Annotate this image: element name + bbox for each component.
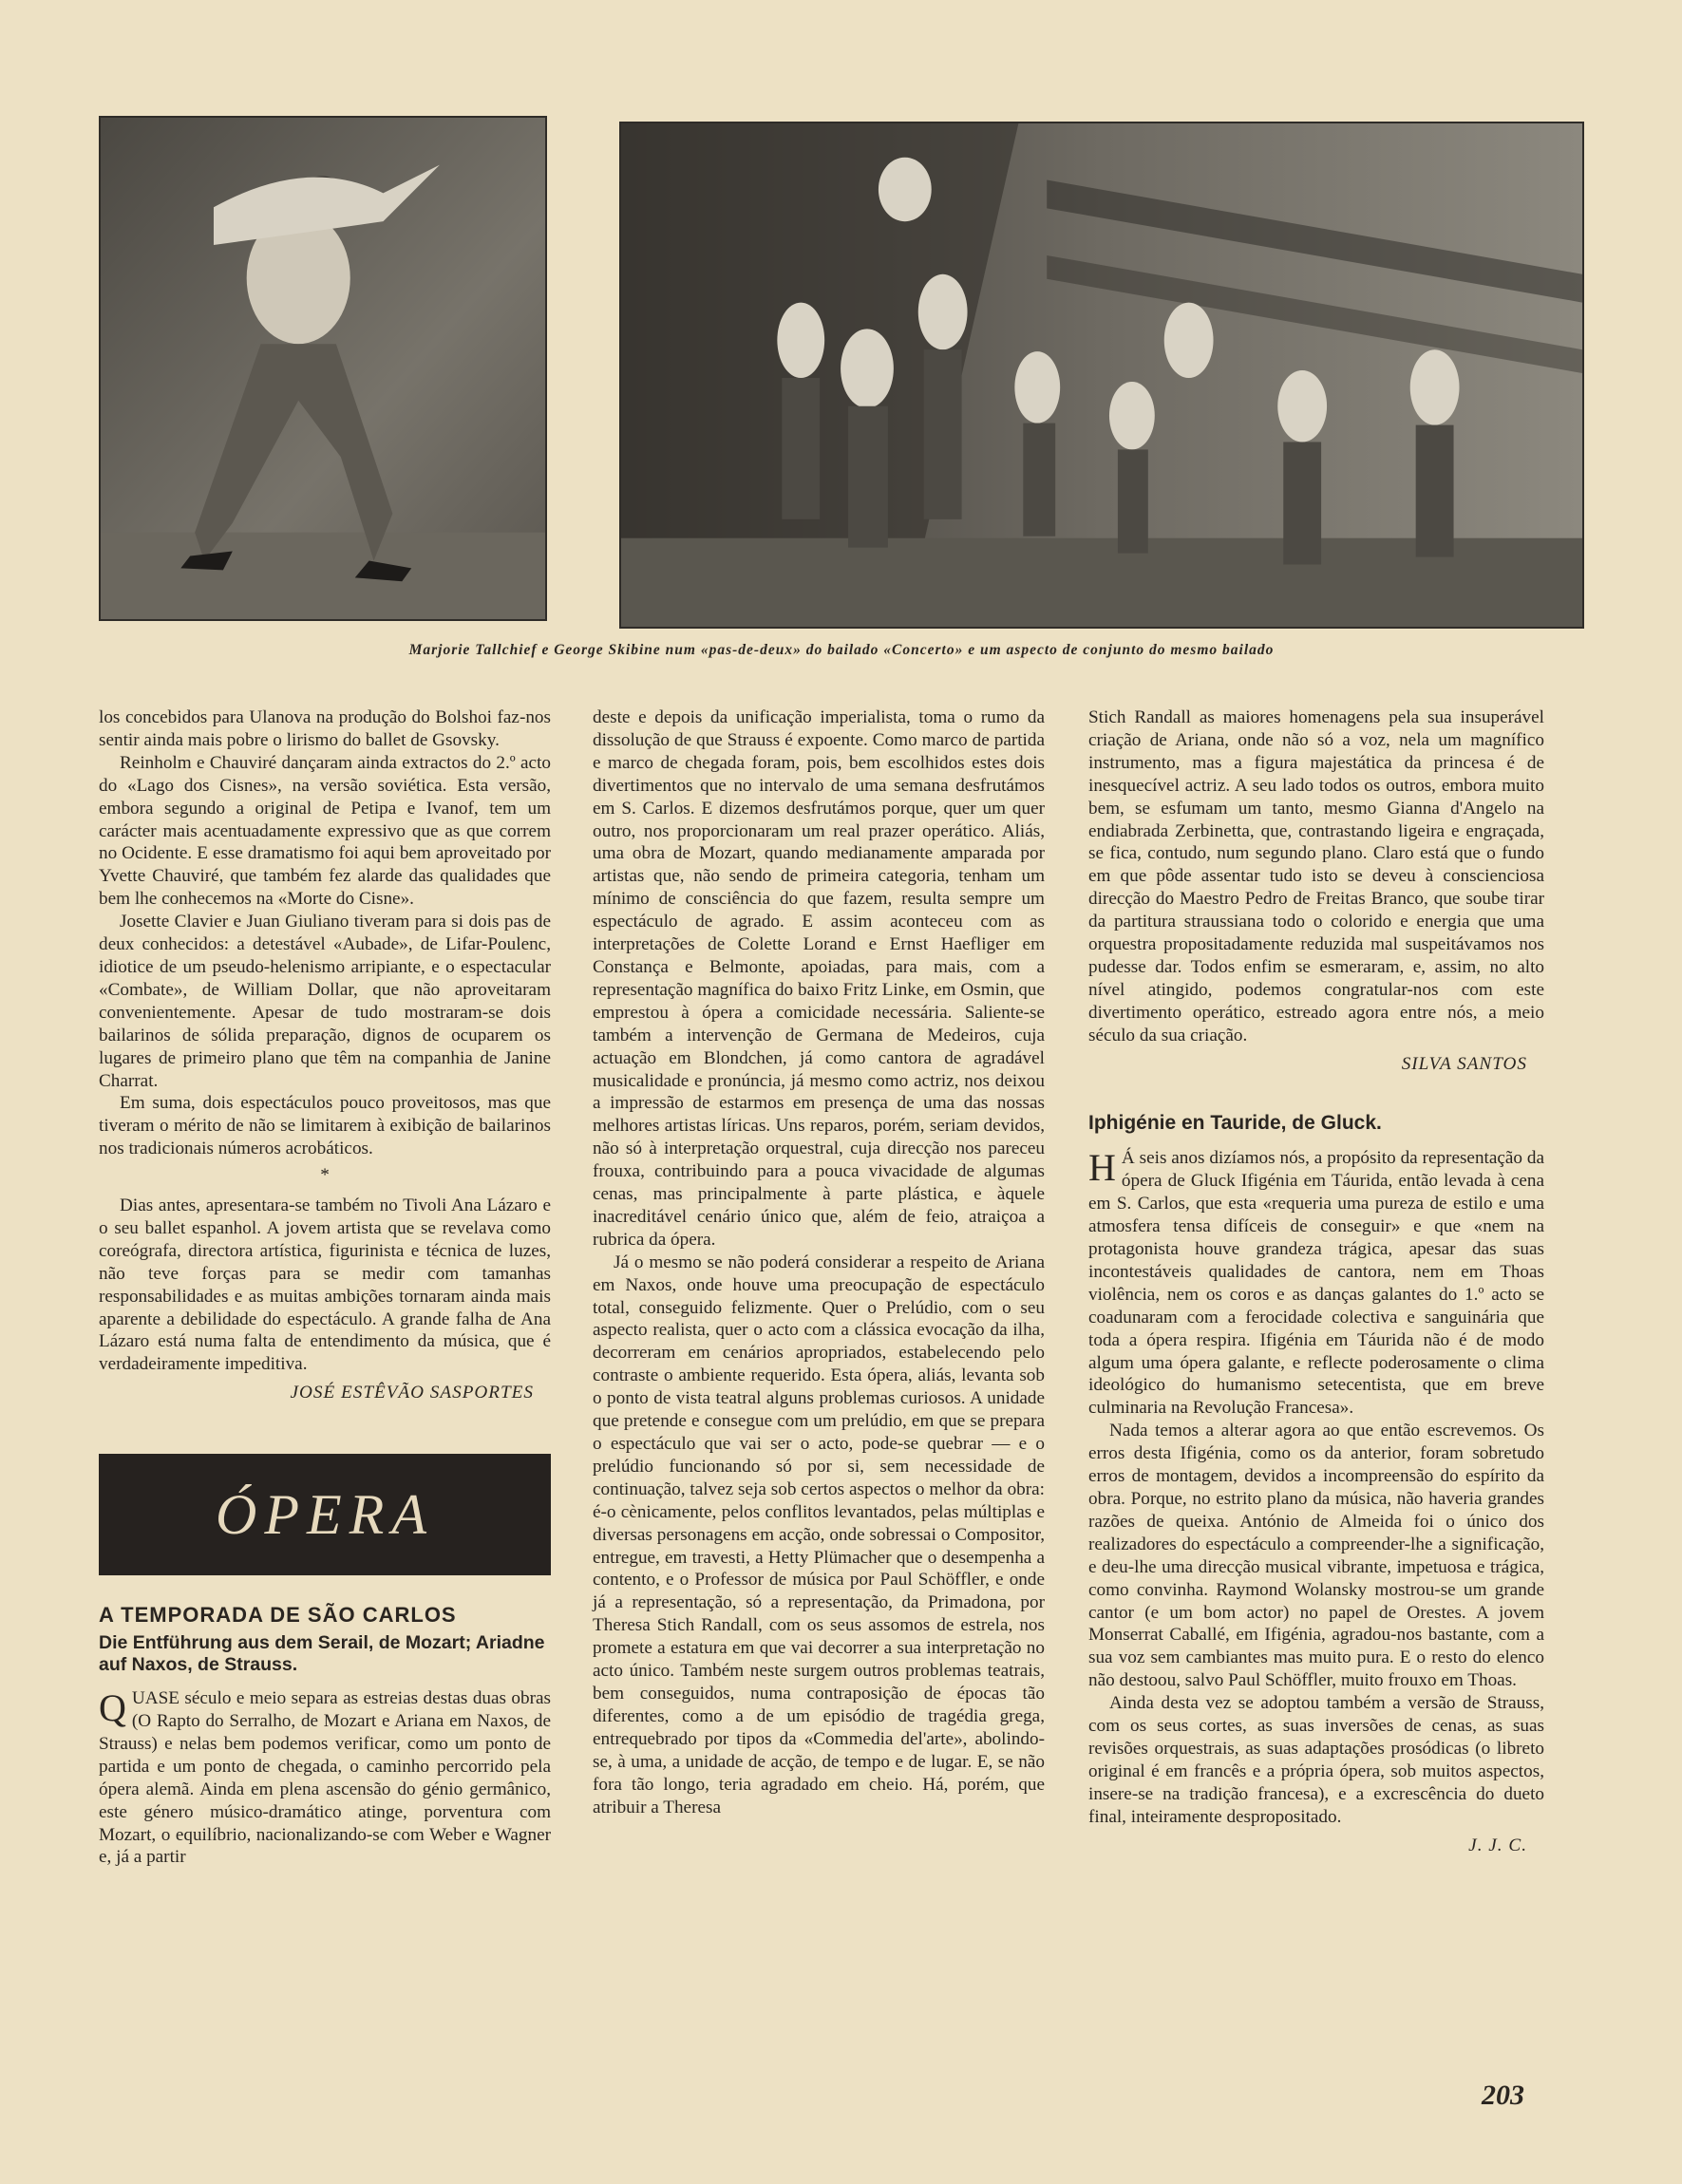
paragraph: Stich Randall as maiores homenagens pela sua insuperável criação de Ariana, onde não só a voz, nela um magnífico instrumento, mas a figura majestática da princesa é de inesquecível actriz. A seu lado todos os outros, embora muito bem, se esfumam um tanto, mesmo Gianna d'Angelo na endiabrada Zerbinetta, que, contrastando ligeira e engraçada, se fica, contudo, num segundo plano. Claro está que o fundo em que pôde assentar tudo isto se deveu à conscienciosa direcção do Maestro Pedro de Freitas Branco, que soube tirar da partitura straussiana todo o colorido e energia que uma orquestra propositadamente reduzida mal suspeitávamos nos pudesse dar. Todos enfim se esmeraram, e, assim, no alto nível atingido, podemos congratular-nos com este divertimento operático, estreado agora entre nós, a meio século da sua criação.: [1088, 707, 1544, 1045]
column-1: [99, 706, 551, 1869]
paragraph: Já o mesmo se não poderá considerar a respeito de Ariana em Naxos, onde houve uma preocupação de espectáculo total, conseguido felizmente. Quer o Prelúdio, com o seu aspecto realista, quer o acto com a clássica evocação da ilha, decorreram em cenários apropriados, estabelecendo pelo contraste o ambiente requerido. Esta ópera, aliás, levanta sob o ponto de vista teatral alguns problemas curiosos. A unidade que pretende e consegue com um prelúdio, em que se prepara o espectáculo que vai ser o acto, pode-se quebrar — e o prelúdio funcionando só por si, sem necessidade de continuação, talvez seja sob certos aspectos o melhor da obra: é-o cènicamente, pelos conflitos levantados, pelas múltiplas e diversas personagens em acção, onde sobressai o Compositor, entregue, em travesti, a Hetty Plümacher que o desempenha a contento, e o Professor de música por Paul Schöffler, e onde já a representação, só a representação, da Primadona, por Theresa Stich Randall, com os seus assomos de estrela, nos promete a estatura em que vai decorrer a sua interpretação no acto único. Também neste surgem outros problemas teatrais, bem conseguidos, numa contraposição de épocas tão diferentes, como a de um episódio de tragédia grega, entrequebrado por tipos da «Commedia del'arte», abolindo-se, à uma, a unidade de acção, de tempo e de lugar. E, se não fora tão longo, teria agradado em cheio. Há, porém, que atribuir a Theresa: [593, 1252, 1045, 1817]
paragraph: Nada temos a alterar agora ao que então escrevemos. Os erros desta Ifigénia, como os da anterior, foram sobretudo erros de montagem, devidos a incompreensão do espírito da obra. Porque, no estrito plano da música, não haveria grandes razões de queixa. António de Almeida foi o único dos realizadores do espectáculo a compreender-lhe a significação, e deu-lhe uma direcção musical vibrante, impetuosa e trágica, como convinha. Raymond Wolansky mostrou-se um grande cantor (e um bom actor) no papel de Orestes. A jovem Monserrat Caballé, em Ifigénia, agradou-nos bastante, com a sua voz sem cambiantes mas muito pura. E o resto do elenco não destoou, salvo Paul Schöffler, muito frouxo em Thoas.: [1088, 1421, 1544, 1691]
paragraph: Josette Clavier e Juan Giuliano tiveram para si dois pas de deux conhecidos: a detestável «Aubade», de Lifar-Poulenc, idiotice de um pseudo-helenismo arripiante, e o espectacular «Combate», de William Dollar, que não aproveitaram convenientemente. Apesar de tudo mostraram-se dois bailarinos de sólida preparação, dignos de ocuparem os lugares de primeiro plano que têm na companhia de Janine Charrat.: [99, 912, 551, 1091]
paragraph: deste e depois da unificação imperialista, toma o rumo da dissolução de que Strauss é expoente. Como marco de partida e marco de chegada foram, pois, bem escolhidos estes dois divertimentos que no intervalo de uma semana desfrutámos em S. Carlos. E dizemos desfrutámos porque, quer um quer outro, nos proporcionaram um real prazer operático. Aliás, uma obra de Mozart, quando medianamente amparada por artistas que, não sendo de primeira categoria, tenham um mínimo de consciência do que fazem, resulta sempre um espectáculo de agrado. E assim aconteceu com as interpretações de Colette Lorand e Ernst Haefliger em Constança e Belmonte, apoiadas, para mais, com a representação magnífica do baixo Fritz Linke, em Osmin, que emprestou à ópera a comicidade necessária. Saliente-se também a intervenção de Germana de Medeiros, cuja actuação em Blondchen, já como cantora de agradável musicalidade e pronúncia, já mesmo como actriz, nos deixou a impressão de estarmos em presença de uma das nossas melhores artistas líricas. Uns reparos, porém, seriam devidos, não só à interpretação orquestral, cuja direcção nos pareceu frouxa, contribuindo para a pouca vivacidade de algumas cenas, mas principalmente à parte plástica, e àquele inacreditável cenário único que, além de feio, atraiçoa a rubrica da ópera.: [593, 707, 1045, 1250]
paragraph: los concebidos para Ulanova na produção do Bolshoi faz-nos sentir ainda mais pobre o lirismo do ballet de Gsovsky.: [99, 707, 551, 750]
section-subtitle: Die Entführung aus dem Serail, de Mozart; Ariadne auf Naxos, de Strauss.: [99, 1632, 545, 1676]
paragraph: Ainda desta vez se adoptou também a versão de Strauss, com os seus cortes, as suas inversões de cenas, as suas revisões orquestrais, as suas adaptações prosódicas (o libreto original é em francês e a própria ópera, sob muitos aspectos, insere-se na tradição francesa), e a excrescência do dueto final, inteiramente despropositado.: [1088, 1693, 1544, 1827]
page-number: 203: [1482, 2080, 1524, 2111]
column-2: [593, 706, 1045, 1818]
paragraph: Dias antes, apresentara-se também no Tivoli Ana Lázaro e o seu ballet espanhol. A jovem artista que se revelava como coreógrafa, directora artística, figurinista e técnica de luzes, não teve forças para se medir com tamanhas responsabilidades e as muitas ambições tornaram ainda mais aparente a debilidade do espectáculo. A grande falha de Ana Lázaro está numa falta de entendimento da música, que é verdadeiramente impeditiva.: [99, 1196, 551, 1375]
opening-paragraph: [1088, 1147, 1544, 1420]
photo-pas-de-deux: [99, 116, 547, 621]
opening-text: Á seis anos dizíamos nós, a propósito da representação da ópera de Gluck Ifigénia em Táurida, então levada à cena em S. Carlos, que esta «requeria uma pureza de estilo e uma atmosfera tensa difíceis de conseguir» e que «nem na protagonista houve grandeza trágica, apesar das suas incontestáveis qualidades de cantora, nem em Thoas violência, nem os coros e as danças galantes do 1.º acto se coadunaram com a ferocidade colectiva e sanguinária que toda a ópera respira. Ifigénia em Táurida não é de modo algum uma ópera galante, e reflecte poderosamente o clima ideológico do humanismo setecentista, que em breve culminaria na Revolução Francesa».: [1088, 1148, 1544, 1419]
section-separator: *: [320, 1165, 330, 1186]
photo-ensemble: [619, 122, 1584, 629]
opening-text: UASE século e meio separa as estreias destas duas obras (O Rapto do Serralho, de Mozart e Ariana em Naxos, de Strauss) e nelas bem podemos verificar, como um ponto de partida e um ponto de chegada, o caminho percorrido pela ópera alemã. Ainda em plena ascensão do génio germânico, este género músico-dramático atinge, porventura com Mozart, o equilíbrio, nacionalizando-se com Weber e Wagner e, já a partir: [99, 1688, 551, 1868]
author-signature: J. J. C.: [1468, 1835, 1527, 1855]
section-title: Iphigénie en Tauride, de Gluck.: [1088, 1111, 1382, 1134]
author-signature: SILVA SANTOS: [1401, 1053, 1527, 1074]
column-3: [1088, 706, 1544, 1857]
author-signature: JOSÉ ESTÊVÃO SASPORTES: [290, 1383, 534, 1403]
paragraph: Em suma, dois espectáculos pouco proveitosos, mas que tiveram o mérito de não se limitarem à exibição de bailarinos nos tradicionais números acrobáticos.: [99, 1093, 551, 1159]
opening-paragraph: [99, 1687, 551, 1869]
section-banner: ÓPERA: [99, 1454, 551, 1575]
drop-cap: H: [1088, 1146, 1116, 1190]
photo-caption: Marjorie Tallchief e George Skibine num «pas-de-deux» do bailado «Concerto» e um aspecto de conjunto do mesmo bailado: [408, 642, 1275, 658]
section-title: A TEMPORADA DE SÃO CARLOS: [99, 1603, 457, 1628]
paragraph: Reinholm e Chauviré dançaram ainda extractos do 2.º acto do «Lago dos Cisnes», na versão soviética. Esta versão, embora segundo a original de Petipa e Ivanof, tem um carácter mais acentuadamente expressivo que as que correm no Ocidente. E esse dramatismo foi aqui bem aproveitado por Yvette Chauviré, que também fez alarde das qualidades que bem lhe conhecemos na «Morte do Cisne».: [99, 752, 551, 910]
drop-cap: Q: [99, 1686, 126, 1730]
